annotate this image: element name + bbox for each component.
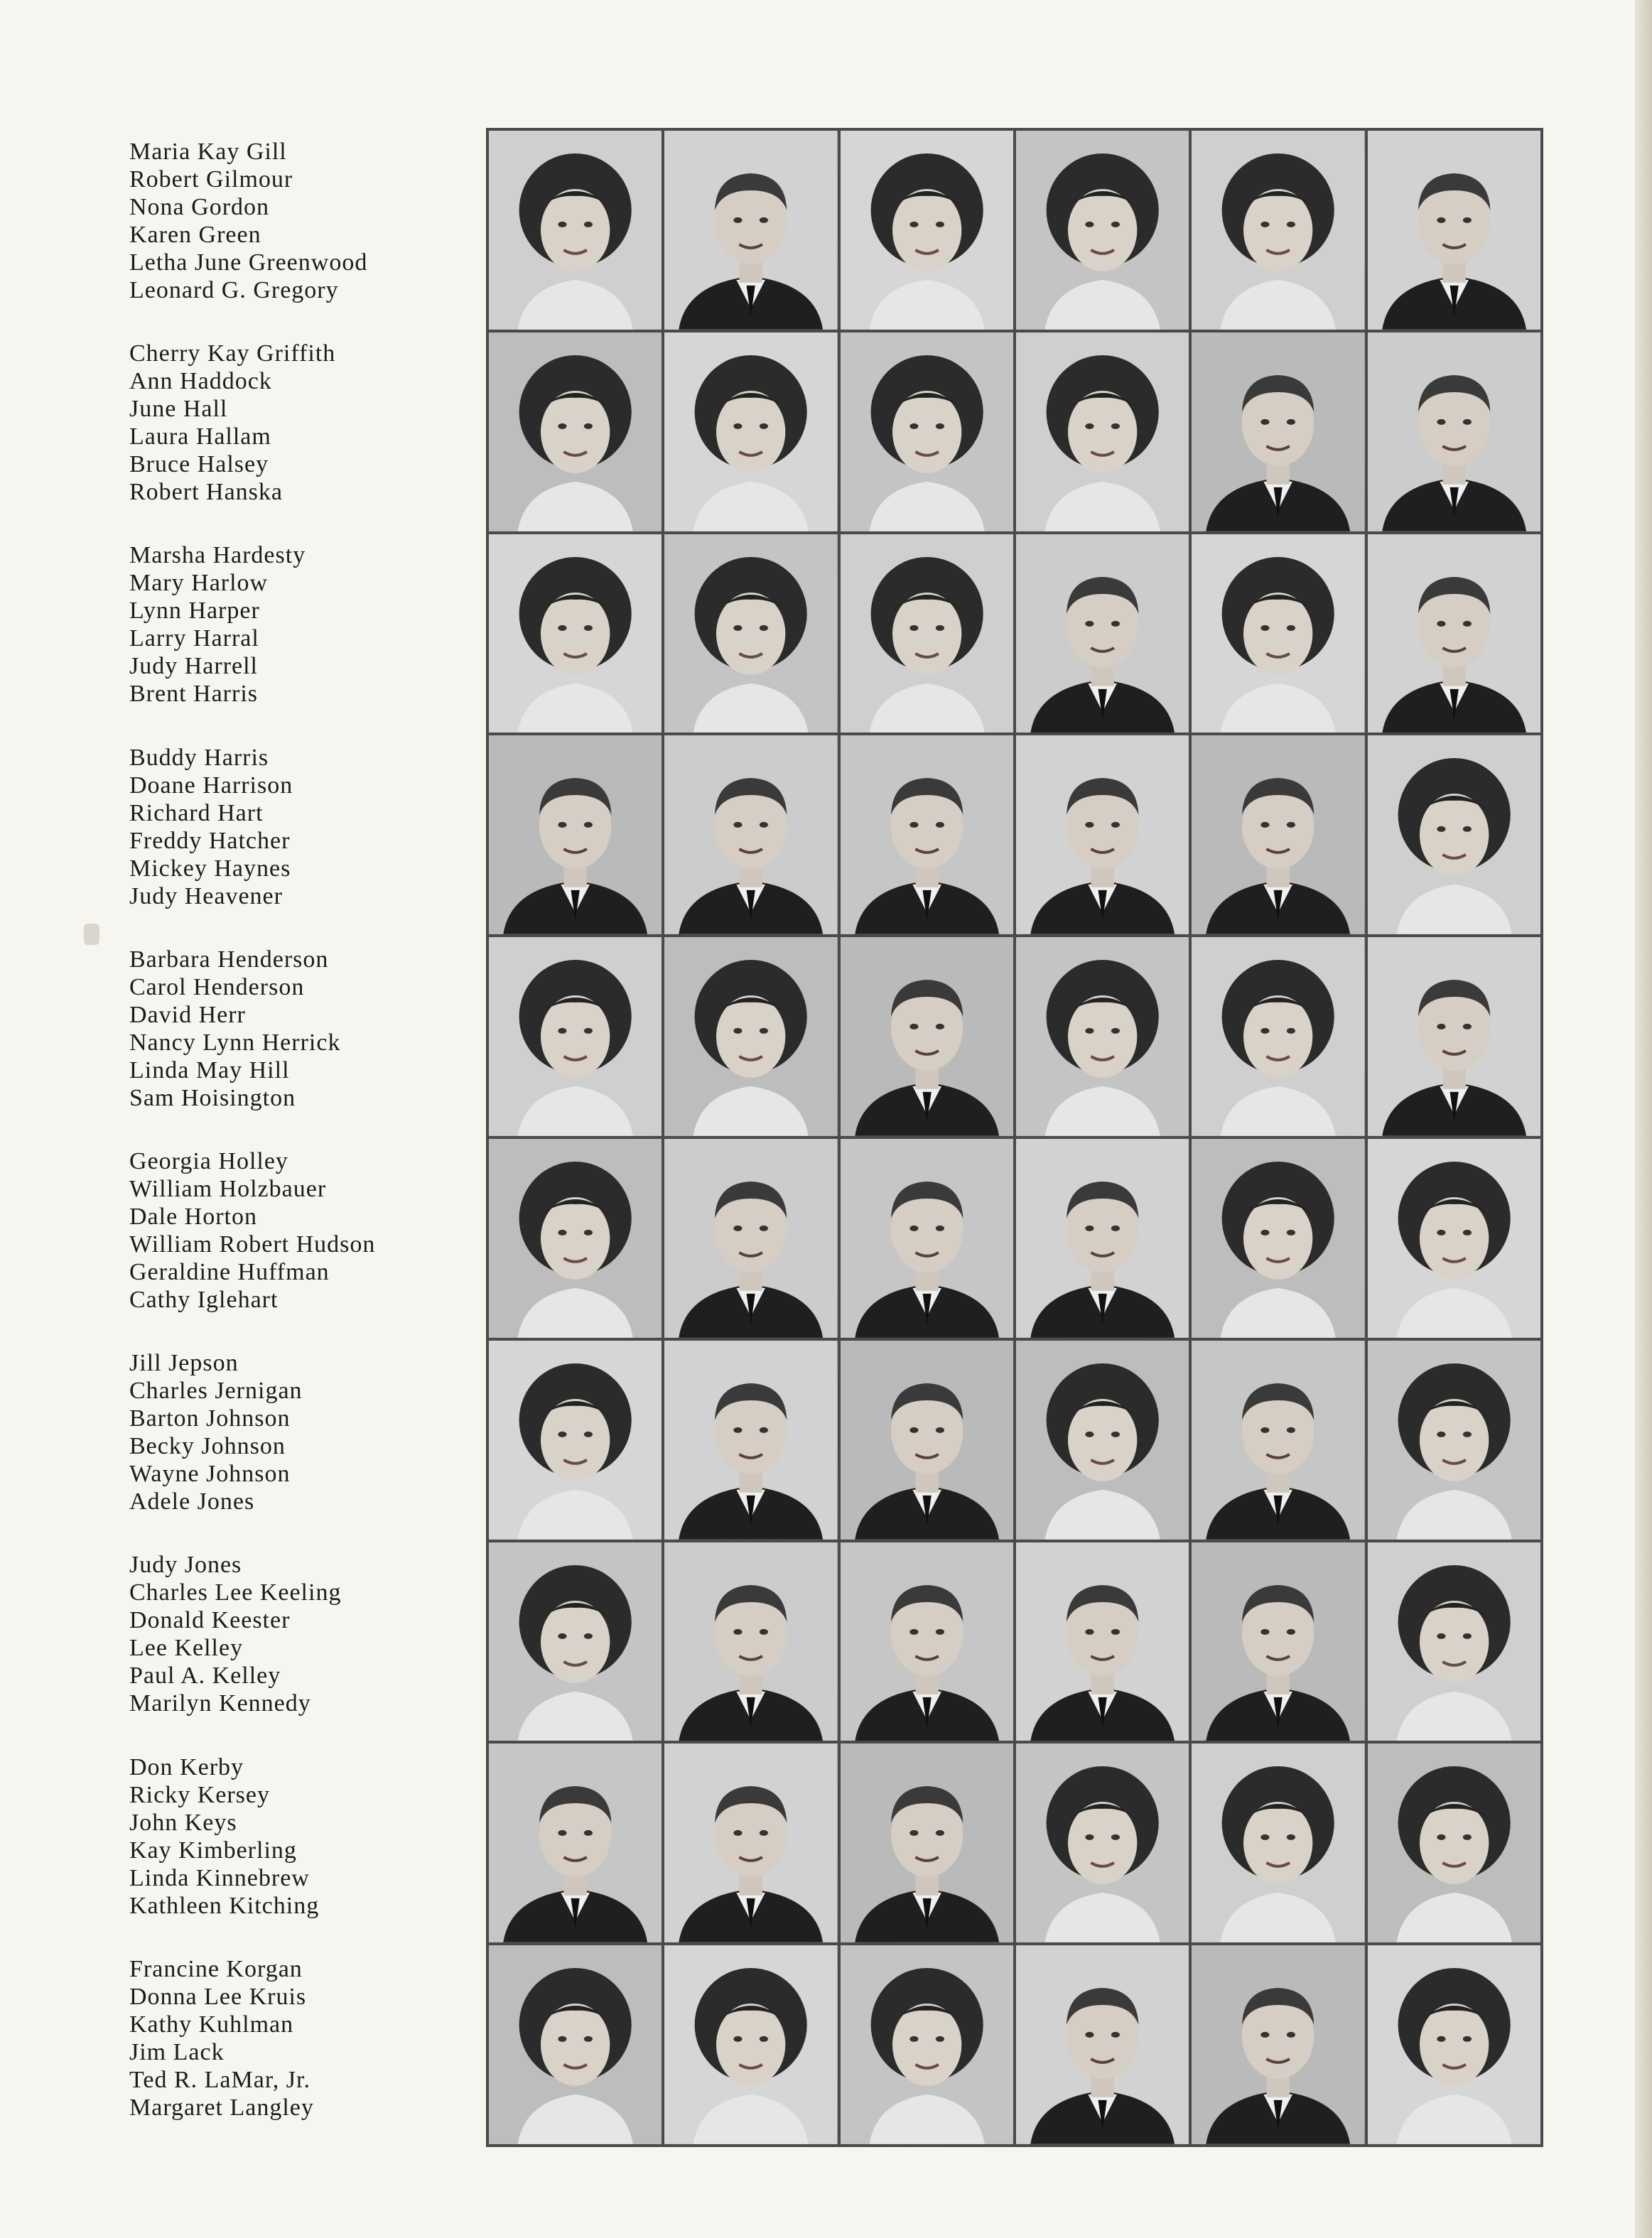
name-group xyxy=(129,744,470,910)
student-name: Donald Keester xyxy=(129,1607,291,1634)
student-portrait xyxy=(1368,937,1540,1136)
student-portrait xyxy=(489,534,662,733)
portrait-photo xyxy=(1016,333,1189,531)
student-portrait xyxy=(1016,534,1189,733)
student-name: Charles Lee Keeling xyxy=(129,1579,342,1606)
portrait-photo xyxy=(1368,937,1540,1136)
student-portrait xyxy=(489,1341,662,1540)
student-name: Cathy Iglehart xyxy=(129,1287,279,1313)
student-name: Robert Hanska xyxy=(129,479,284,506)
photo-grid xyxy=(486,128,1543,2147)
portrait-photo xyxy=(489,1945,662,2144)
portrait-photo xyxy=(1192,534,1364,733)
student-name: Karen Green xyxy=(129,222,261,248)
portrait-photo xyxy=(1368,735,1540,934)
name-group xyxy=(129,946,470,1112)
portrait-photo xyxy=(1192,333,1364,531)
student-portrait xyxy=(664,1945,837,2144)
portrait-photo xyxy=(841,1744,1013,1942)
page-edge xyxy=(1635,0,1652,2238)
portrait-photo xyxy=(841,1945,1013,2144)
student-name: Nona Gordon xyxy=(129,194,270,220)
portrait-photo xyxy=(1016,131,1189,330)
name-group xyxy=(129,138,470,304)
student-portrait xyxy=(841,131,1013,330)
student-portrait xyxy=(489,1139,662,1338)
student-name: Richard Hart xyxy=(129,799,264,826)
portrait-photo xyxy=(664,1945,837,2144)
student-name: Doane Harrison xyxy=(129,772,293,799)
student-name: Barton Johnson xyxy=(129,1405,291,1432)
portrait-photo xyxy=(1192,1341,1364,1540)
student-name: Dale Horton xyxy=(129,1204,258,1230)
student-name: Judy Jones xyxy=(129,1552,242,1579)
student-name: Adele Jones xyxy=(129,1488,255,1515)
name-group xyxy=(129,1147,470,1314)
student-portrait xyxy=(1016,1139,1189,1338)
student-portrait xyxy=(841,1139,1013,1338)
portrait-photo xyxy=(489,1341,662,1540)
student-name: Donna Lee Kruis xyxy=(129,1983,307,2010)
portrait-photo xyxy=(489,735,662,934)
student-portrait xyxy=(664,1744,837,1942)
student-portrait xyxy=(1192,1341,1364,1540)
student-name: Becky Johnson xyxy=(129,1433,286,1460)
student-name: Don Kerby xyxy=(129,1753,244,1780)
student-name: Kathleen Kitching xyxy=(129,1892,320,1919)
portrait-photo xyxy=(1016,937,1189,1136)
student-portrait xyxy=(841,1744,1013,1942)
student-portrait xyxy=(841,1542,1013,1741)
student-name: Buddy Harris xyxy=(129,744,269,771)
portrait-photo xyxy=(489,1744,662,1942)
portrait-photo xyxy=(841,735,1013,934)
portrait-photo xyxy=(1192,131,1364,330)
portrait-photo xyxy=(1368,131,1540,330)
student-name: Nancy Lynn Herrick xyxy=(129,1029,341,1056)
student-portrait xyxy=(489,735,662,934)
student-portrait xyxy=(841,333,1013,531)
student-name: Ted R. LaMar, Jr. xyxy=(129,2066,311,2093)
student-portrait xyxy=(1368,1139,1540,1338)
student-portrait xyxy=(664,333,837,531)
student-portrait xyxy=(1368,1744,1540,1942)
student-name: Margaret Langley xyxy=(129,2094,314,2121)
student-name: Cherry Kay Griffith xyxy=(129,340,336,367)
student-name: Larry Harral xyxy=(129,625,259,652)
student-portrait xyxy=(1016,1945,1189,2144)
portrait-photo xyxy=(1192,1542,1364,1741)
student-portrait xyxy=(841,937,1013,1136)
portrait-photo xyxy=(1016,1744,1189,1942)
student-portrait xyxy=(664,1542,837,1741)
portrait-photo xyxy=(489,131,662,330)
student-portrait xyxy=(1368,131,1540,330)
student-portrait xyxy=(1192,333,1364,531)
student-name: David Herr xyxy=(129,1001,246,1028)
student-name: Leonard G. Gregory xyxy=(129,277,339,303)
student-portrait xyxy=(1016,333,1189,531)
student-name: Brent Harris xyxy=(129,681,259,708)
portrait-photo xyxy=(1192,1139,1364,1338)
student-portrait xyxy=(1192,1945,1364,2144)
name-group xyxy=(129,1349,470,1515)
name-group xyxy=(129,340,470,506)
student-portrait xyxy=(489,1542,662,1741)
student-name: Letha June Greenwood xyxy=(129,249,368,276)
portrait-photo xyxy=(841,1341,1013,1540)
portrait-photo xyxy=(489,937,662,1136)
portrait-photo xyxy=(841,1542,1013,1741)
student-portrait xyxy=(1016,131,1189,330)
student-portrait xyxy=(1192,735,1364,934)
student-name: Francine Korgan xyxy=(129,1955,303,1982)
student-portrait xyxy=(1368,1542,1540,1741)
student-name: June Hall xyxy=(129,396,228,423)
student-portrait xyxy=(1016,1341,1189,1540)
portrait-photo xyxy=(489,1542,662,1741)
student-name: Maria Kay Gill xyxy=(129,139,287,165)
portrait-photo xyxy=(1016,1139,1189,1338)
portrait-photo xyxy=(1016,1341,1189,1540)
portrait-photo xyxy=(664,735,837,934)
portrait-photo xyxy=(1016,1945,1189,2144)
student-name: Linda May Hill xyxy=(129,1056,290,1083)
student-portrait xyxy=(1192,131,1364,330)
student-portrait xyxy=(489,937,662,1136)
portrait-photo xyxy=(1368,1542,1540,1741)
student-name: Judy Heavener xyxy=(129,882,283,909)
student-name: Lynn Harper xyxy=(129,598,260,625)
name-group xyxy=(129,1753,470,1920)
student-name: Ricky Kersey xyxy=(129,1781,271,1808)
student-name: Laura Hallam xyxy=(129,423,271,450)
student-name: Geraldine Huffman xyxy=(129,1259,330,1285)
student-portrait xyxy=(664,735,837,934)
student-name: Judy Harrell xyxy=(129,653,259,680)
student-name: Jim Lack xyxy=(129,2038,225,2065)
student-name: Kathy Kuhlman xyxy=(129,2011,294,2038)
student-portrait xyxy=(1016,937,1189,1136)
student-portrait xyxy=(1368,534,1540,733)
portrait-photo xyxy=(1368,1945,1540,2144)
student-name: Wayne Johnson xyxy=(129,1461,291,1488)
student-name: William Robert Hudson xyxy=(129,1231,376,1258)
portrait-photo xyxy=(664,937,837,1136)
name-group xyxy=(129,541,470,708)
student-name: Robert Gilmour xyxy=(129,166,293,193)
portrait-photo xyxy=(1192,1945,1364,2144)
student-portrait xyxy=(1368,333,1540,531)
student-portrait xyxy=(489,1945,662,2144)
student-portrait xyxy=(1016,735,1189,934)
student-portrait xyxy=(489,1744,662,1942)
portrait-photo xyxy=(841,534,1013,733)
student-portrait xyxy=(1368,735,1540,934)
student-name: Mary Harlow xyxy=(129,570,269,597)
portrait-photo xyxy=(1192,1744,1364,1942)
portrait-photo xyxy=(1016,735,1189,934)
student-name: Sam Hoisington xyxy=(129,1084,296,1111)
paper-mark xyxy=(84,924,99,945)
student-name: Paul A. Kelley xyxy=(129,1663,281,1690)
student-portrait xyxy=(841,1341,1013,1540)
name-group xyxy=(129,1551,470,1717)
student-name: Jill Jepson xyxy=(129,1350,239,1377)
portrait-photo xyxy=(1368,333,1540,531)
portrait-photo xyxy=(664,333,837,531)
portrait-photo xyxy=(1016,534,1189,733)
student-name: Charles Jernigan xyxy=(129,1378,303,1405)
student-portrait xyxy=(489,131,662,330)
student-portrait xyxy=(1016,1542,1189,1741)
student-portrait xyxy=(1368,1341,1540,1540)
student-portrait xyxy=(1192,1542,1364,1741)
student-portrait xyxy=(489,333,662,531)
student-name: Mickey Haynes xyxy=(129,855,291,882)
portrait-photo xyxy=(1368,1341,1540,1540)
portrait-photo xyxy=(841,937,1013,1136)
portrait-photo xyxy=(1368,1139,1540,1338)
student-portrait xyxy=(841,534,1013,733)
student-name: John Keys xyxy=(129,1809,237,1836)
student-portrait xyxy=(664,1139,837,1338)
student-name: Ann Haddock xyxy=(129,368,272,395)
portrait-photo xyxy=(664,131,837,330)
portrait-photo xyxy=(1368,534,1540,733)
student-portrait xyxy=(664,131,837,330)
portrait-photo xyxy=(664,1139,837,1338)
name-group xyxy=(129,1955,470,2121)
student-name: Freddy Hatcher xyxy=(129,827,291,854)
portrait-photo xyxy=(664,534,837,733)
student-name: Georgia Holley xyxy=(129,1148,288,1174)
portrait-photo xyxy=(1192,937,1364,1136)
portrait-photo xyxy=(1368,1744,1540,1942)
student-name: Barbara Henderson xyxy=(129,946,329,973)
portrait-photo xyxy=(664,1341,837,1540)
student-name: Marsha Hardesty xyxy=(129,542,306,569)
student-name: Kay Kimberling xyxy=(129,1837,297,1864)
portrait-photo xyxy=(489,534,662,733)
portrait-photo xyxy=(841,131,1013,330)
portrait-photo xyxy=(664,1542,837,1741)
student-portrait xyxy=(1192,1139,1364,1338)
student-portrait xyxy=(841,1945,1013,2144)
portrait-photo xyxy=(841,333,1013,531)
portrait-photo xyxy=(489,1139,662,1338)
student-portrait xyxy=(1368,1945,1540,2144)
portrait-photo xyxy=(1016,1542,1189,1741)
student-portrait xyxy=(664,534,837,733)
student-portrait xyxy=(1192,534,1364,733)
portrait-photo xyxy=(664,1744,837,1942)
portrait-photo xyxy=(841,1139,1013,1338)
student-portrait xyxy=(1192,1744,1364,1942)
student-name: Linda Kinnebrew xyxy=(129,1864,310,1891)
student-name: Carol Henderson xyxy=(129,973,305,1000)
student-portrait xyxy=(1192,937,1364,1136)
student-portrait xyxy=(1016,1744,1189,1942)
student-portrait xyxy=(664,937,837,1136)
student-name: Bruce Halsey xyxy=(129,451,269,478)
student-portrait xyxy=(841,735,1013,934)
student-name: Lee Kelley xyxy=(129,1635,244,1662)
student-portrait xyxy=(664,1341,837,1540)
portrait-photo xyxy=(1192,735,1364,934)
student-name: William Holzbauer xyxy=(129,1176,327,1202)
student-name: Marilyn Kennedy xyxy=(129,1690,311,1717)
portrait-photo xyxy=(489,333,662,531)
